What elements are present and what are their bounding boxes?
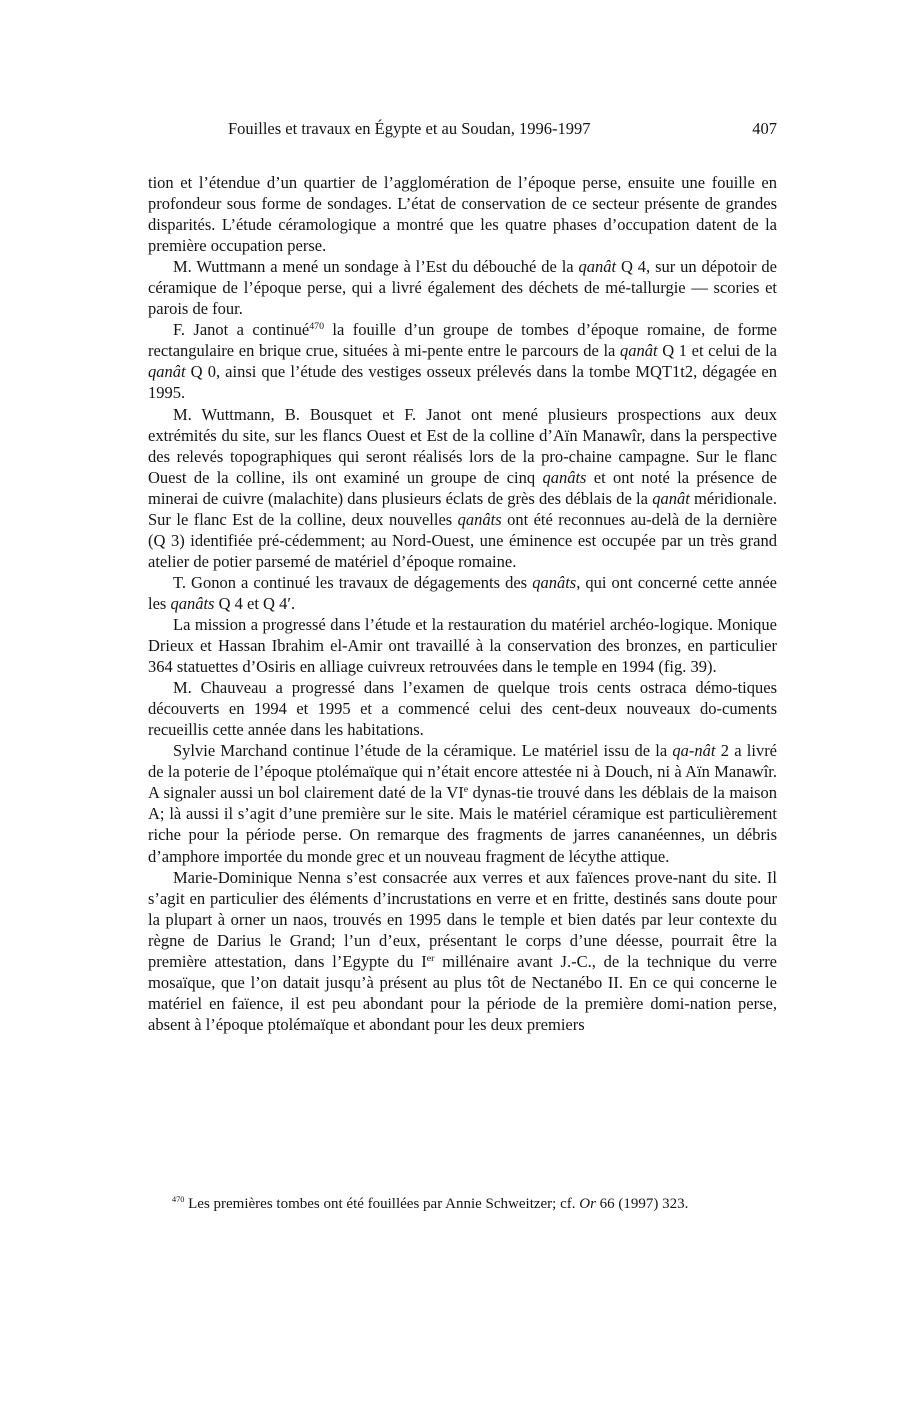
text-segment: millénaire avant J.-C., de la technique du verre mosaïque, que l’on datait jusqu’à présent au plus tôt de Nectanébo II. En ce qui concerne le matériel en faïence, il est peu abondant pour la période de la première domi-nation perse, absent à l’époque ptolémaïque et abondant pour les deux premiers: [148, 951, 778, 1034]
text-segment: Q 4 et Q 4′.: [214, 593, 296, 613]
text-segment: ont été reconnues au-delà de la dernière (Q 3) identifiée pré-cédemment; au Nord-Ouest, une éminence est occupée par un très grand atelier de potier parsemé de matériel d’époque romaine.: [148, 509, 777, 571]
paragraph: [148, 404, 777, 572]
paragraph: [148, 867, 777, 1035]
footnote-470: [148, 1195, 777, 1213]
footnote-journal: Or: [579, 1196, 596, 1212]
footnote-text-before: Les premières tombes ont été fouillées par Annie Schweitzer; cf.: [184, 1196, 580, 1212]
text-segment: M. Chauveau a progressé dans l’examen de quelque trois cents ostraca démo-tiques découverts en 1994 et 1995 et a commencé celui des cent-deux nouveaux do-cuments recueillis cette année dans les habitations.: [148, 678, 777, 740]
footnote-text-after: 66 (1997) 323.: [595, 1196, 689, 1212]
paragraph: [148, 256, 777, 319]
italic-term: qanât: [619, 341, 658, 361]
text-segment: M. Wuttmann a mené un sondage à l’Est du débouché de la: [173, 257, 579, 277]
body-text: [148, 172, 777, 1035]
superscript: er: [426, 952, 435, 964]
paragraph: [148, 677, 777, 740]
text-segment: M. Wuttmann, B. Bousquet et F. Janot ont mené plusieurs prospections aux deux extrémités du site, sur les flancs Ouest et Est de la colline d’Aïn Manawîr, dans la perspective des relevés topographiques qui seront réalisés lors de la pro-chaine campagne. Sur le flanc Ouest de la colline, ils ont examiné un groupe de cinq: [148, 404, 777, 487]
paragraph: [148, 172, 777, 256]
paragraph: [148, 740, 777, 866]
running-title: Fouilles et travaux en Égypte et au Soudan, 1996-1997: [228, 119, 591, 138]
text-segment: Sylvie Marchand continue l’étude de la céramique. Le matériel issu de la: [173, 741, 673, 761]
paragraph: [148, 614, 777, 677]
paragraph: [148, 572, 777, 614]
text-segment: La mission a progressé dans l’étude et la restauration du matériel archéo-logique. Monique Drieux et Hassan Ibrahim el-Amir ont travaillé à la conservation des bronzes, en particulier 364 statuettes d’Osiris en alliage cuivreux retrouvées dans le temple en 1994 (fig. 39).: [148, 614, 777, 677]
text-segment: la fouille d’un groupe de tombes d’époque romaine, de forme rectangulaire en brique crue, situées à mi-pente entre le parcours de la: [148, 320, 777, 361]
superscript: 470: [309, 321, 325, 333]
italic-term: qanâts: [532, 572, 577, 592]
text-segment: méridionale. Sur le flanc Est de la colline, deux nouvelles: [148, 488, 777, 529]
italic-term: qanâts: [542, 467, 587, 487]
text-segment: dynas-tie trouvé dans les déblais de la maison A; là aussi il s’agit d’une première sur le site. Mais le matériel céramique est particulièrement riche pour la période perse. On remarque des fragments de jarres cananéennes, un débris d’amphore importée du monde grec et un nouveau fragment de lécythe attique.: [148, 783, 777, 866]
superscript: e: [463, 784, 469, 796]
italic-term: qa-nât: [672, 741, 716, 761]
text-segment: Marie-Dominique Nenna s’est consacrée aux verres et aux faïences prove-nant du site. Il s’agit en particulier des éléments d’incrustations en verre et en fritte, destinés sans doute pour la plupart à orner un naos, trouvés en 1995 dans le temple et bien datés par leur contexte du règne de Darius le Grand; l’un d’eux, présentant le corps d’une déesse, pourrait être la première attestation, dans l’Egypte du I: [148, 867, 777, 971]
italic-term: qanât: [652, 488, 690, 508]
text-segment: T. Gonon a continué les travaux de dégagements des: [173, 572, 533, 592]
text-segment: Q 4, sur un dépotoir de céramique de l’époque perse, qui a livré également des déchets de mé-tallurgie — scories et parois de four.: [148, 257, 777, 319]
text-segment: et ont noté la présence de minerai de cuivre (malachite) dans plusieurs éclats de grès des déblais de la: [148, 467, 777, 508]
text-segment: Q 0, ainsi que l’étude des vestiges osseux prélevés dans la tombe MQT1t2, dégagée en 1995.: [148, 362, 777, 403]
italic-term: qanâts: [170, 593, 215, 613]
page-number: 407: [752, 119, 777, 138]
italic-term: qanâts: [457, 509, 502, 529]
footnote-number: 470: [172, 1195, 185, 1204]
text-segment: , qui ont concerné cette année les: [148, 572, 777, 613]
text-segment: Q 1 et celui de la: [657, 341, 777, 361]
text-segment: 2 a livré de la poterie de l’époque ptolémaïque qui n’était encore attestée ni à Douch, ni à Aïn Manawîr. A signaler aussi un bol clairement daté de la VI: [148, 741, 778, 803]
text-segment: tion et l’étendue d’un quartier de l’agglomération de l’époque perse, ensuite une fouille en profondeur sous forme de sondages. L’état de conservation de ce secteur présente de grandes disparités. L’étude céramologique a montré que les quatre phases d’occupation datent de la première occupation perse.: [148, 173, 777, 256]
italic-term: qanât: [148, 362, 186, 382]
text-segment: F. Janot a continué: [173, 320, 310, 340]
paragraph: [148, 319, 777, 403]
italic-term: qanât: [578, 257, 617, 277]
